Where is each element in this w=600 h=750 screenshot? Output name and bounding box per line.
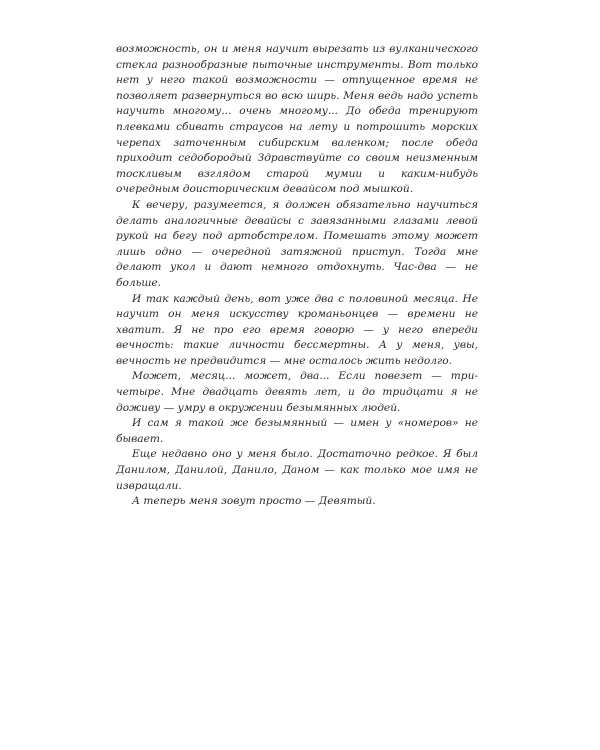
paragraph: возможность, он и меня научит вырезать из вулканического стекла разнообразные пыточные инструменты. Вот только нет у него такой возможности — отпущенное время не позволяет развернуться во всю ширь. Меня ведь надо успеть научить многому... очень многому... До обеда тренируют плевками сбивать страусов на лету и потрошить морских черепах заточенным сибирским валенком; после обеда приходит седобородый Здравствуйте со своим неизменным тоскливым взглядом старой мумии и каким-нибудь очередным доисторическим девайсом под мышкой. bbox=[116, 43, 478, 196]
paragraph: К вечеру, разумеется, я должен обязательно научиться делать аналогичные девайсы с завязанными глазами левой рукой на бегу под артобстрелом. Помешать этому может лишь одно — очередной затяжной приступ. Тогда мне делают укол и дают немного отдохнуть. Час-два — не больше. bbox=[116, 198, 478, 289]
paragraph: Может, месяц... может, два... Если повезет — три-четыре. Мне двадцать девять лет, и до тридцати я не доживу — умру в окружении безымянных людей. bbox=[116, 370, 478, 414]
paragraph: И так каждый день, вот уже два с половиной месяца. Не научит он меня искусству кроманьонцев — времени не хватит. Я не про его время говорю — у него впереди вечность: такие личности бессмертны. А у меня, увы, вечность не предвидится — мне осталось жить недолго. bbox=[116, 292, 478, 367]
body-text bbox=[116, 42, 478, 510]
paragraph: И сам я такой же безымянный — имен у «номеров» не бывает. bbox=[116, 417, 478, 445]
paragraph: Еще недавно оно у меня было. Достаточно редкое. Я был Данилом, Данилой, Данило, Даном — как только мое имя не извращали. bbox=[116, 448, 478, 492]
paragraph: А теперь меня зовут просто — Девятый. bbox=[132, 495, 376, 508]
